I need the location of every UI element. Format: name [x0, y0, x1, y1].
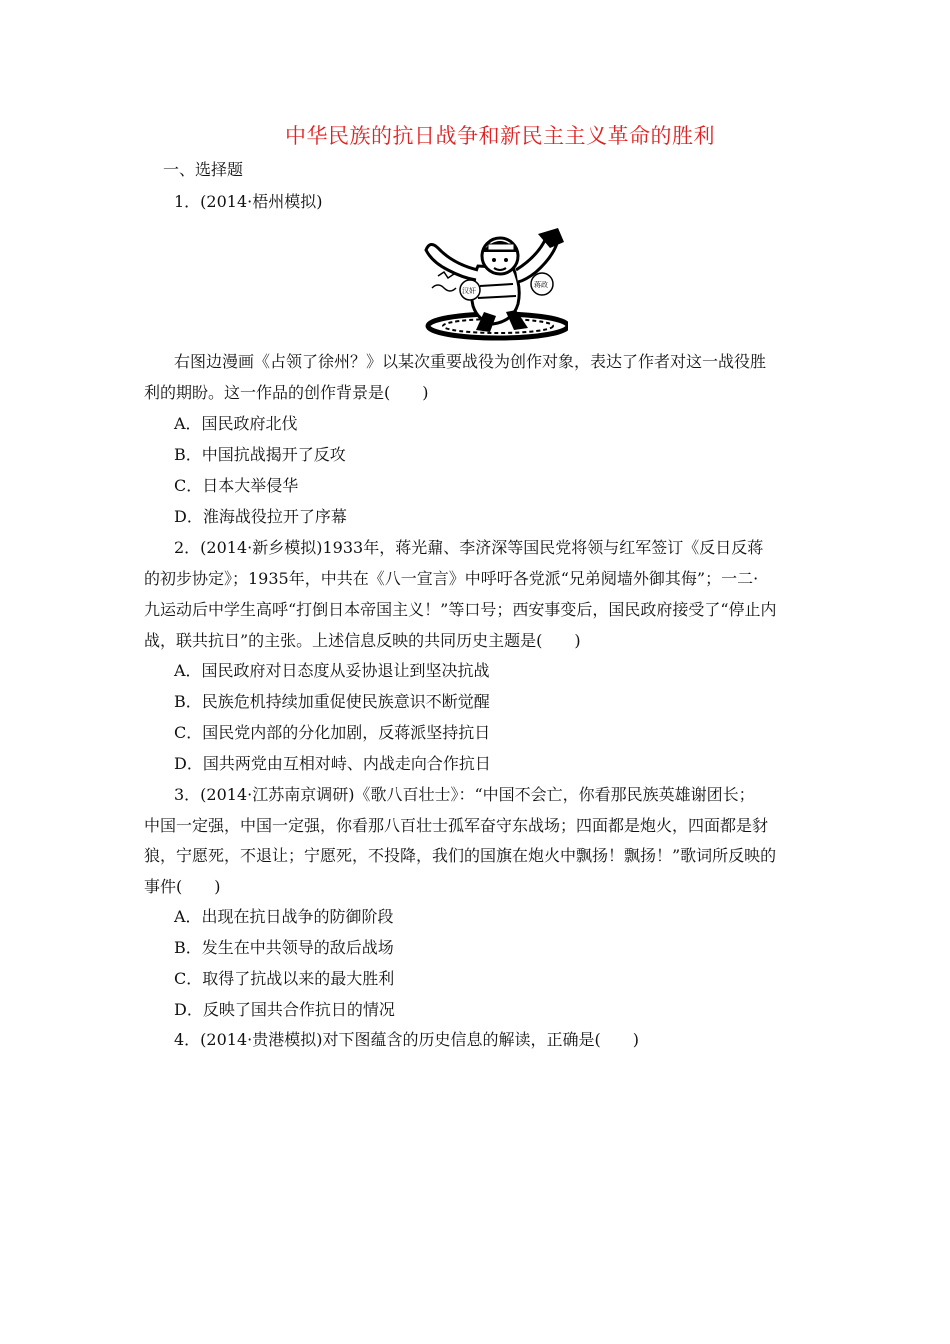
cartoon-label-1: 汉奸: [462, 287, 476, 295]
question-1-option-b: B．中国抗战揭开了反攻: [174, 445, 346, 464]
question-1-option-a: A．国民政府北伐: [174, 414, 298, 433]
question-1-text-2: 利的期盼。这一作品的创作背景是( ): [144, 383, 429, 402]
question-1-option-c: C．日本大举侵华: [174, 476, 299, 495]
question-1-text-1: 右图边漫画《占领了徐州？》以某次重要战役为创作对象，表达了作者对这一战役胜: [174, 352, 767, 371]
question-3-text-1: 3．(2014·江苏南京调研)《歌八百壮士》：“中国不会亡，你看那民族英雄谢团长；: [174, 785, 755, 804]
cartoon-label-2: 蒋政: [534, 281, 548, 289]
section-heading: 一、选择题: [163, 160, 244, 179]
question-3-option-c: C．取得了抗战以来的最大胜利: [174, 969, 395, 988]
question-2-option-c: C．国民党内部的分化加剧，反蒋派坚持抗日: [174, 723, 491, 742]
question-2-option-d: D．国共两党由互相对峙、内战走向合作抗日: [174, 754, 491, 773]
question-3-option-a: A．出现在抗日战争的防御阶段: [174, 907, 394, 926]
question-2-text-4: 战，联共抗日”的主张。上述信息反映的共同历史主题是( ): [144, 631, 581, 650]
question-3-option-b: B．发生在中共领导的敌后战场: [174, 938, 394, 957]
page-title: 中华民族的抗日战争和新民主主义革命的胜利: [285, 124, 715, 148]
question-3-text-4: 事件( ): [144, 877, 221, 896]
question-3-text-2: 中国一定强，中国一定强，你看那八百壮士孤军奋守东战场；四面都是炮火，四面都是豺: [144, 816, 769, 835]
question-3-text-3: 狼，宁愿死，不退让；宁愿死，不投降，我们的国旗在炮火中飘扬！飘扬！”歌词所反映的: [144, 846, 777, 865]
cartoon-image: [418, 226, 568, 342]
question-4-head: 4．(2014·贵港模拟)对下图蕴含的历史信息的解读，正确是( ): [174, 1030, 639, 1049]
question-3-option-d: D．反映了国共合作抗日的情况: [174, 1000, 395, 1019]
question-2-option-a: A．国民政府对日态度从妥协退让到坚决抗战: [174, 661, 490, 680]
question-2-text-2: 的初步协定》；1935年，中共在《八一宣言》中呼吁各党派“兄弟阋墙外御其侮”；一二·: [144, 569, 759, 588]
question-2-text-1: 2．(2014·新乡模拟)1933年，蒋光鼐、李济深等国民党将领与红军签订《反日反蒋: [174, 538, 764, 557]
question-2-option-b: B．民族危机持续加重促使民族意识不断觉醒: [174, 692, 490, 711]
question-2-text-3: 九运动后中学生高呼“打倒日本帝国主义！”等口号；西安事变后，国民政府接受了“停止内: [144, 600, 777, 619]
question-1-head: 1．(2014·梧州模拟): [174, 192, 323, 211]
question-1-option-d: D．淮海战役拉开了序幕: [174, 507, 347, 526]
